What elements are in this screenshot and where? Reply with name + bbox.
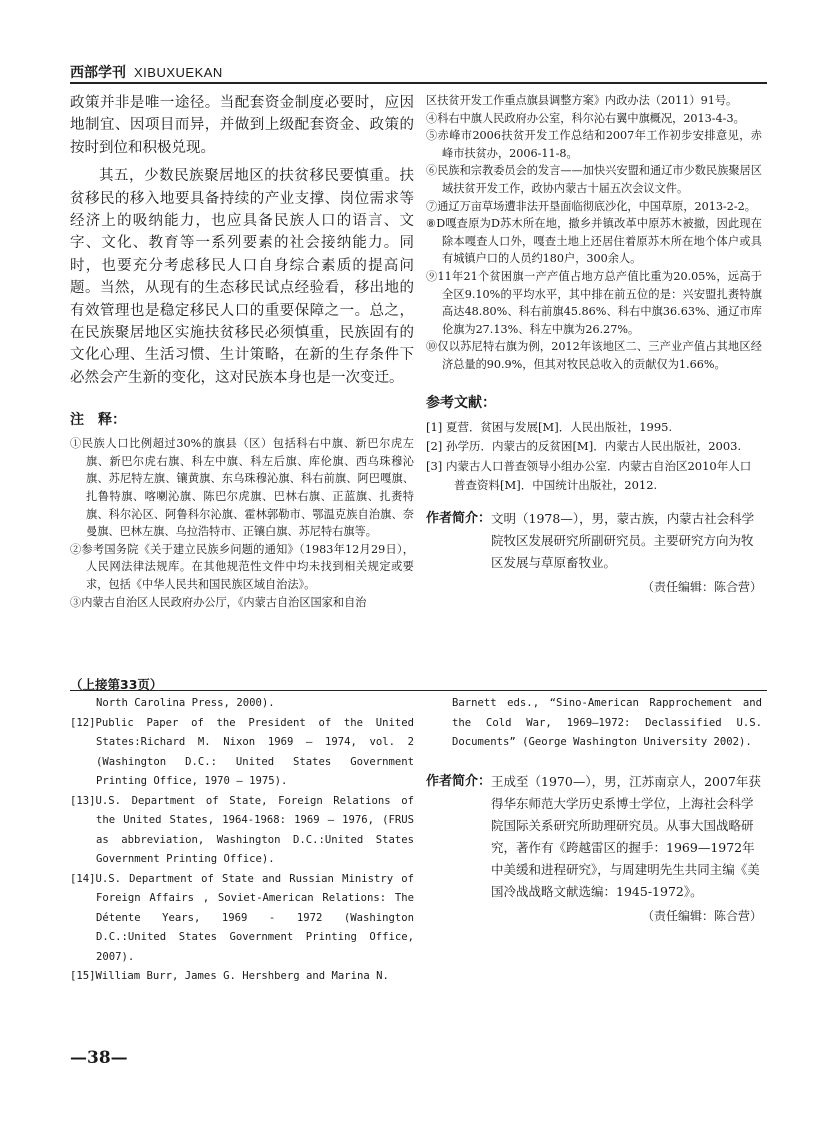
reference-item: [1] 夏营．贫困与发展[M]．人民出版社，1995. (426, 419, 673, 434)
page-number: —38— (70, 1048, 128, 1068)
author-bio-label: 作者简介： (426, 510, 492, 526)
right-column (426, 92, 762, 595)
continued-right-column (426, 694, 762, 924)
notes-title: 注 释： (70, 412, 126, 429)
author-bio-label: 作者简介： (426, 773, 492, 789)
journal-title-en: XIBUXUEKAN (134, 65, 223, 80)
note-item: ②参考国务院《关于建立民族乡问题的通知》（1983年12月29日），人民网法律法规库。在其他规范性文件中均未找到相关规定或要求，包括《中华人民共和国民族区域自治法》。 (70, 542, 414, 592)
continued-header (70, 674, 767, 696)
reference-item: [14]U.S. Department of State and Russian Ministry of Foreign Affairs , Soviet-American Relations: The Détente Years, 1969 - 1972 (Washington D.C.:United States Government Printing Office, 2007). (70, 872, 414, 963)
note-item: ⑩仅以苏尼特右旗为例，2012年该地区二、三产业产值占其地区经济总量的90.9%，但其对牧民总收入的贡献仅为1.66%。 (426, 340, 762, 371)
header-rule (70, 82, 767, 84)
journal-title: 西部学刊 (70, 65, 126, 81)
continued-left-column (70, 694, 414, 987)
author-bio (426, 771, 762, 903)
body-paragraph: 政策并非是唯一途径。当配套资金制度必要时，应因地制宜、因项目而异，并做到上级配套资金、政策的按时到位和积极兑现。 (70, 95, 414, 156)
author-bio-text: 文明（1978—），男，蒙古族，内蒙古社会科学院牧区发展研究所副研究员。主要研究方向为牧区发展与草原畜牧业。 (491, 510, 755, 570)
author-bio-text: 王成至（1970—），男，江苏南京人，2007年获得华东师范大学历史系博士学位，上海社会科学院国际关系研究所助理研究员。从事大国战略研究，著作有《跨越雷区的握手：1969—1972年中美缓和进程研究》，与周建明先生共同主编《美国冷战战略文献选编：1945-1972》。 (491, 773, 761, 899)
note-item: ⑧D嘎查原为D苏木所在地，撤乡并镇改革中原苏木被撤，因此现在除本嘎查人口外，嘎查土地上还居住着原苏木所在地个体户或具有城镇户口的人员约180户，300余人。 (426, 217, 762, 266)
note-item: ⑨11年21个贫困旗一产产值占地方总产值比重为20.05%，远高于全区9.10%的平均水平，其中排在前五位的是：兴安盟扎赉特旗高达48.80%、科右前旗45.86%、科右中旗36.63%、通辽市库伦旗为27.13%、科左中旗为26.27%。 (426, 269, 762, 336)
note-item: ①民族人口比例超过30%的旗县（区）包括科右中旗、新巴尔虎左旗、新巴尔虎右旗、科左中旗、科左后旗、库伦旗、西乌珠穆沁旗、苏尼特左旗、镶黄旗、东乌珠穆沁旗、科右前旗、阿巴嘎旗、扎鲁特旗、喀喇沁旗、陈巴尔虎旗、巴林右旗、正蓝旗、扎赉特旗、科尔沁区、阿鲁科尔沁旗、霍林郭勒市、鄂温克族自治旗、奈曼旗、巴林左旗、乌拉浩特市、正镶白旗、苏尼特右旗等。 (70, 437, 414, 539)
note-item: 区扶贫开发工作重点旗县调整方案》内政办法（2011）91号。 (426, 94, 738, 107)
reference-item: [13]U.S. Department of State, Foreign Relations of the United States, 1964-1968: 1969 — 1976, (FRUS as abbreviation, Washington D.C.:United States Government Printing Office). (70, 794, 414, 865)
reference-item: [3] 内蒙古人口普查领导小组办公室．内蒙古自治区2010年人口普查资料[M]．中国统计出版社，2012. (426, 458, 752, 492)
note-item: ③内蒙古自治区人民政府办公厅，《内蒙古自治区国家和自治 (70, 595, 367, 609)
body-paragraph: 其五，少数民族聚居地区的扶贫移民要慎重。扶贫移民的移入地要具备持续的产业支撑、岗位需求等经济上的吸纳能力，也应具备民族人口的语言、文字、文化、教育等一系列要素的社会接纳能力。同时，也要充分考虑移民人口自身综合素质的提高问题。当然，从现有的生态移民试点经验看，移出地的有效管理也是稳定移民人口的重要保障之一。总之，在民族聚居地区实施扶贫移民必须慎重，民族固有的文化心理、生活习惯、生计策略，在新的生存条件下必然会产生新的变化，这对民族本身也是一次变迁。 (70, 168, 414, 386)
left-column (70, 92, 414, 611)
note-item: ⑦通辽万亩草场遭非法开垦面临彻底沙化，中国草原，2013-2-2。 (426, 199, 756, 213)
continued-label: （上接第33页） (70, 677, 163, 692)
references-title: 参考文献： (426, 394, 496, 411)
editor-credit: （责任编辑：陈合营） (641, 579, 762, 594)
note-item: ⑤赤峰市2006扶贫开发工作总结和2007年工作初步安排意见，赤峰市扶贫办，2006-11-8。 (426, 129, 762, 160)
note-item: ④科右中旗人民政府办公室，科尔沁右翼中旗概况，2013-4-3。 (426, 111, 745, 125)
running-header (70, 62, 767, 82)
reference-item: [12]Public Paper of the President of the United States:Richard M. Nixon 1969 — 1974, vol. 2 (Washington D.C.: United States Government Printing Office, 1970 — 1975). (70, 716, 414, 787)
reference-item: [2] 孙学历．内蒙古的反贫困[M]．内蒙古人民出版社，2003. (426, 439, 742, 453)
editor-credit: （责任编辑：陈合营） (641, 908, 762, 923)
reference-item: [15]William Burr, James G. Hershberg and Marina N. (70, 970, 389, 982)
reference-item: Barnett eds., “Sino-American Rapprochement and the Cold War, 1969—1972: Declassified U.S. Documents” (George Washington University 2002). (452, 697, 762, 748)
continued-rule (70, 690, 767, 691)
reference-item: North Carolina Press, 2000). (96, 697, 275, 709)
note-item: ⑥民族和宗教委员会的发言——加快兴安盟和通辽市少数民族聚居区域扶贫开发工作，政协内蒙古十届五次会议文件。 (426, 164, 762, 195)
author-bio (426, 508, 762, 574)
